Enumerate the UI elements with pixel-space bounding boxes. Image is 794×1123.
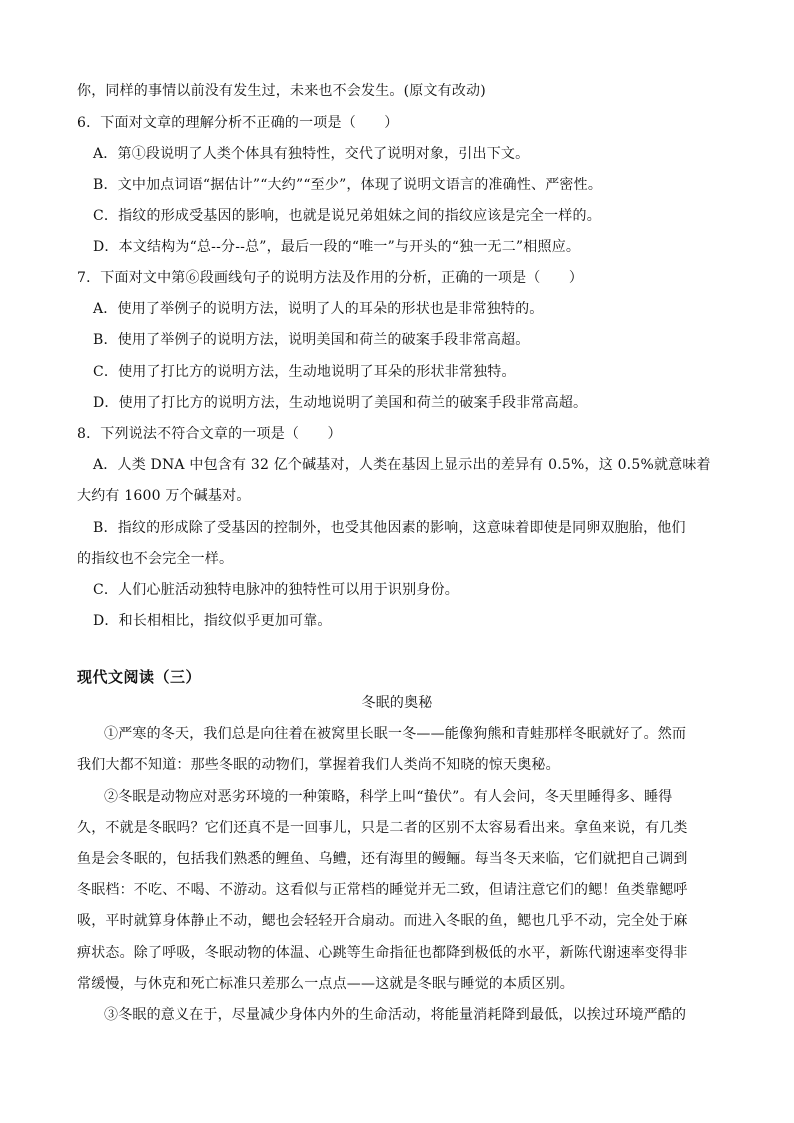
question-8-option-a-line2[interactable]: 大约有 1600 万个碱基对。	[77, 488, 251, 504]
paragraph-2-line-4: 冬眠档：不吃、不喝、不游动。这看似与正常档的睡觉并无二致，但请注意它们的鳃！鱼类靠鳃呼	[77, 882, 688, 898]
paragraph-2-line-5: 吸，平时就算身体静止不动，鳃也会轻轻开合扇动。而进入冬眠的鱼，鳃也几乎不动，完全处于麻	[77, 913, 688, 929]
paragraph-2-line-3: 鱼是会冬眠的，包括我们熟悉的鲤鱼、乌鳢，还有海里的鳗鲡。每当冬天来临，它们就把自己调到	[77, 851, 688, 867]
question-7-option-a[interactable]: A．使用了举例子的说明方法，说明了人的耳朵的形状也是非常独特的。	[93, 301, 544, 317]
paragraph-2-line-6: 痹状态。除了呼吸，冬眠动物的体温、心跳等生命指征也都降到极低的水平，新陈代谢速率变得非	[77, 945, 688, 961]
question-6-option-c[interactable]: C．指纹的形成受基因的影响，也就是说兄弟姐妹之间的指纹应该是完全一样的。	[93, 208, 601, 224]
question-8-option-b-line1[interactable]: B．指纹的形成除了受基因的控制外，也受其他因素的影响，这意味着即使是同卵双胞胎，他们	[93, 520, 686, 536]
question-7-option-b[interactable]: B．使用了举例子的说明方法，说明美国和荷兰的破案手段非常高超。	[93, 332, 530, 348]
question-7-stem: 7．下面对文中第⑥段画线句子的说明方法及作用的分析，正确的一项是（ ）	[77, 270, 584, 286]
section-heading: 现代文阅读（三）	[77, 668, 202, 686]
paragraph-2-line-7: 常缓慢，与休克和死亡标准只差那么一点点——这就是冬眠与睡觉的本质区别。	[77, 976, 574, 992]
question-6-option-b[interactable]: B．文中加点词语“据估计”“大约”“至少”，体现了说明文语言的准确性、严密性。	[93, 177, 603, 193]
question-7-option-c[interactable]: C．使用了打比方的说明方法，生动地说明了耳朵的形状非常独特。	[93, 364, 516, 380]
question-8-stem: 8．下列说法不符合文章的一项是（ ）	[77, 426, 342, 442]
question-6-option-a[interactable]: A．第①段说明了人类个体具有独特性，交代了说明对象，引出下文。	[93, 146, 530, 162]
question-6-option-d[interactable]: D．本文结构为“总--分--总”，最后一段的“唯一”与开头的“独一无二”相照应。	[93, 239, 581, 255]
paragraph-1-line-1: ①严寒的冬天，我们总是向往着在被窝里长眠一冬——能像狗熊和青蛙那样冬眠就好了。然而	[104, 726, 687, 742]
question-8-option-b-line2[interactable]: 的指纹也不会完全一样。	[77, 551, 234, 567]
passage-tail-line: 你，同样的事情以前没有发生过，未来也不会发生。(原文有改动)	[77, 83, 486, 99]
question-7-option-d[interactable]: D．使用了打比方的说明方法，生动地说明了美国和荷兰的破案手段非常高超。	[93, 395, 588, 411]
paragraph-3-line-1: ③冬眠的意义在于，尽量减少身体内外的生命活动，将能量消耗降到最低，以挨过环境严酷的	[104, 1007, 687, 1023]
question-6-stem: 6．下面对文章的理解分析不正确的一项是（ ）	[77, 115, 399, 131]
paragraph-2-line-2: 久，不就是冬眠吗？它们还真不是一回事儿，只是二者的区别不太容易看出来。拿鱼来说，有几类	[77, 820, 688, 836]
paragraph-1-line-2: 我们大都不知道：那些冬眠的动物们，掌握着我们人类尚不知晓的惊天奥秘。	[77, 757, 560, 773]
paragraph-2-line-1: ②冬眠是动物应对恶劣环境的一种策略，科学上叫“蛰伏”。有人会问，冬天里睡得多、睡得	[104, 789, 673, 805]
question-8-option-c[interactable]: C．人们心脏活动独特电脉冲的独特性可以用于识别身份。	[93, 582, 459, 598]
question-8-option-d[interactable]: D．和长相相比，指纹似乎更加可靠。	[93, 613, 332, 629]
article-title: 冬眠的奥秘	[361, 695, 433, 711]
question-8-option-a-line1[interactable]: A．人类 DNA 中包含有 32 亿个碱基对，人类在基因上显示出的差异有 0.5%，这 0.5%就意味着	[93, 457, 711, 473]
